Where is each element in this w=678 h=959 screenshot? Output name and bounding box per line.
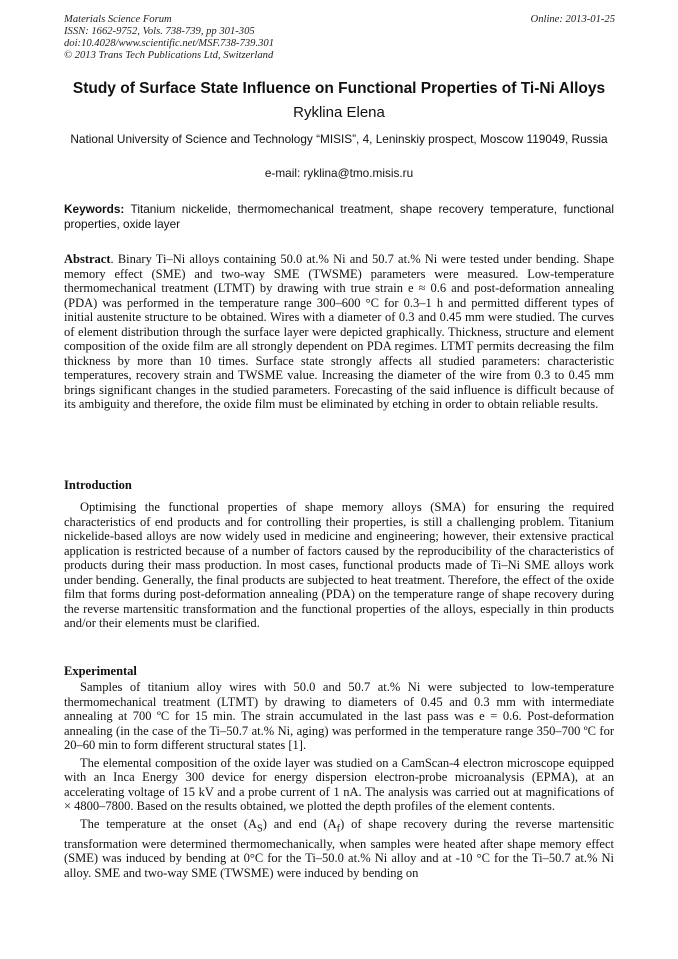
p3-text-b: ) and end (A bbox=[262, 816, 337, 831]
abstract bbox=[64, 252, 614, 412]
p3-text-c: ) of shape recovery during the reverse martensitic transformation were determined thermomechanically, when samples were heated after shape memory effect (SME) was induced by bending at 0°C for the Ti–50.0 at.% Ni alloy and at -10 °C for the Ti–50.7 at.% Ni alloy. SME and two-way SME (TWSME) were induced by bending on bbox=[64, 816, 614, 880]
introduction-section bbox=[64, 500, 614, 631]
paper-title: Study of Surface State Influence on Functional Properties of Ti-Ni Alloys bbox=[72, 80, 606, 97]
author-affiliation: National University of Science and Technology “MISIS”, 4, Leninskiy prospect, Moscow 119049, Russia bbox=[70, 132, 608, 146]
introduction-paragraph: Optimising the functional properties of shape memory alloys (SMA) for ensuring the required characteristics of end products and for controlling their properties, is still a challenging problem. Titanium nickelide-based alloys are now widely used in medicine and engineering; however, their extensive practical application is restricted because of a number of factors caused by the reproducibility of the characteristics of products during their mass production. In most cases, functional products made of Ti–Ni SME alloys work under bending. Generally, the final products are subjected to heat treatment. Therefore, the effect of the oxide film that forms during post-deformation annealing (PDA) on the temperature range of shape recovery during the reverse martensitic transformation and the functional properties of the alloys, especially in thin products and/or their elements must be clarified. bbox=[64, 500, 614, 630]
experimental-heading: Experimental bbox=[64, 664, 137, 678]
author-email: e-mail: ryklina@tmo.misis.ru bbox=[264, 166, 414, 180]
author-name: Ryklina Elena bbox=[293, 104, 385, 121]
experimental-paragraph-2: The elemental composition of the oxide layer was studied on a CamScan-4 electron microscope equipped with an Inca Energy 300 device for energy dispersion electron-probe microanalysis (EPMA), at an accelerating voltage of 15 kV and a probe current of 1 nA. The analysis was carried out at magnifications of × 4800–7800. Based on the results obtained, we plotted the depth profiles of the element contents. bbox=[64, 755, 614, 813]
keywords bbox=[64, 202, 614, 231]
abstract-label: Abstract bbox=[64, 252, 111, 266]
as-subscript: S bbox=[256, 823, 263, 834]
abstract-text: . Binary Ti–Ni alloys containing 50.0 at.% Ni and 50.7 at.% Ni were tested under bending. Shape memory effect (SME) and two-way SME (TWSME) parameters were measured. Low-temperature thermomechanical treatment (LTMT) by drawing with true strain e ≈ 0.6 and post-deformation annealing (PDA) was performed in the temperature range 300–600 °C for 0.3–1 h and permitted different types of initial austenite structure to be obtained. Wires with a diameter of 0.3 and 0.45 mm were studied. The curves of element distribution through the surface layer were depicted graphically. Thickness, structure and element composition of the oxide film are all strongly dependent on PDA regimes. LTMT permits decreasing the film thickness by more than 10 times. Surface state strongly affects all studied parameters: characteristic temperatures, recovery strain and TWSME value. Increasing the diameter of the wire from 0.3 to 0.45 mm brings significant changes in the studied parameters. Forecasting of the said influence is difficult because of its ambiguity and therefore, the oxide film must be eliminated by etching in order to obtain reliable results. bbox=[64, 252, 614, 411]
copyright-line: © 2013 Trans Tech Publications Ltd, Switzerland bbox=[64, 50, 274, 61]
journal-header bbox=[64, 14, 274, 62]
p3-text-a: The temperature at the onset (A bbox=[80, 816, 257, 831]
journal-name: Materials Science Forum bbox=[64, 14, 172, 25]
doi-line: doi:10.4028/www.scientific.net/MSF.738-739.301 bbox=[64, 38, 274, 49]
experimental-section bbox=[64, 680, 614, 880]
experimental-paragraph-3 bbox=[64, 817, 614, 881]
introduction-heading: Introduction bbox=[64, 478, 132, 492]
issn-line: ISSN: 1662-9752, Vols. 738-739, pp 301-305 bbox=[64, 26, 255, 37]
keywords-label: Keywords: bbox=[64, 202, 125, 216]
af-subscript: f bbox=[336, 823, 341, 834]
keywords-text: Titanium nickelide, thermomechanical treatment, shape recovery temperature, functional properties, oxide layer bbox=[64, 202, 614, 231]
experimental-paragraph-1: Samples of titanium alloy wires with 50.0 and 50.7 at.% Ni were subjected to low-temperature thermomechanical treatment (LTMT) by drawing to diameters of 0.45 and 0.3 mm with intermediate annealing at 700 ºC for 15 min. The strain accumulated in the last pass was e = 0.6. Post-deformation annealing (in the case of the Ti–50.7 at.% Ni, aging) was performed in the temperature range 350–700 ºC for 20–60 min to form different structural states [1]. bbox=[64, 680, 614, 752]
online-date: Online: 2013-01-25 bbox=[530, 14, 615, 25]
